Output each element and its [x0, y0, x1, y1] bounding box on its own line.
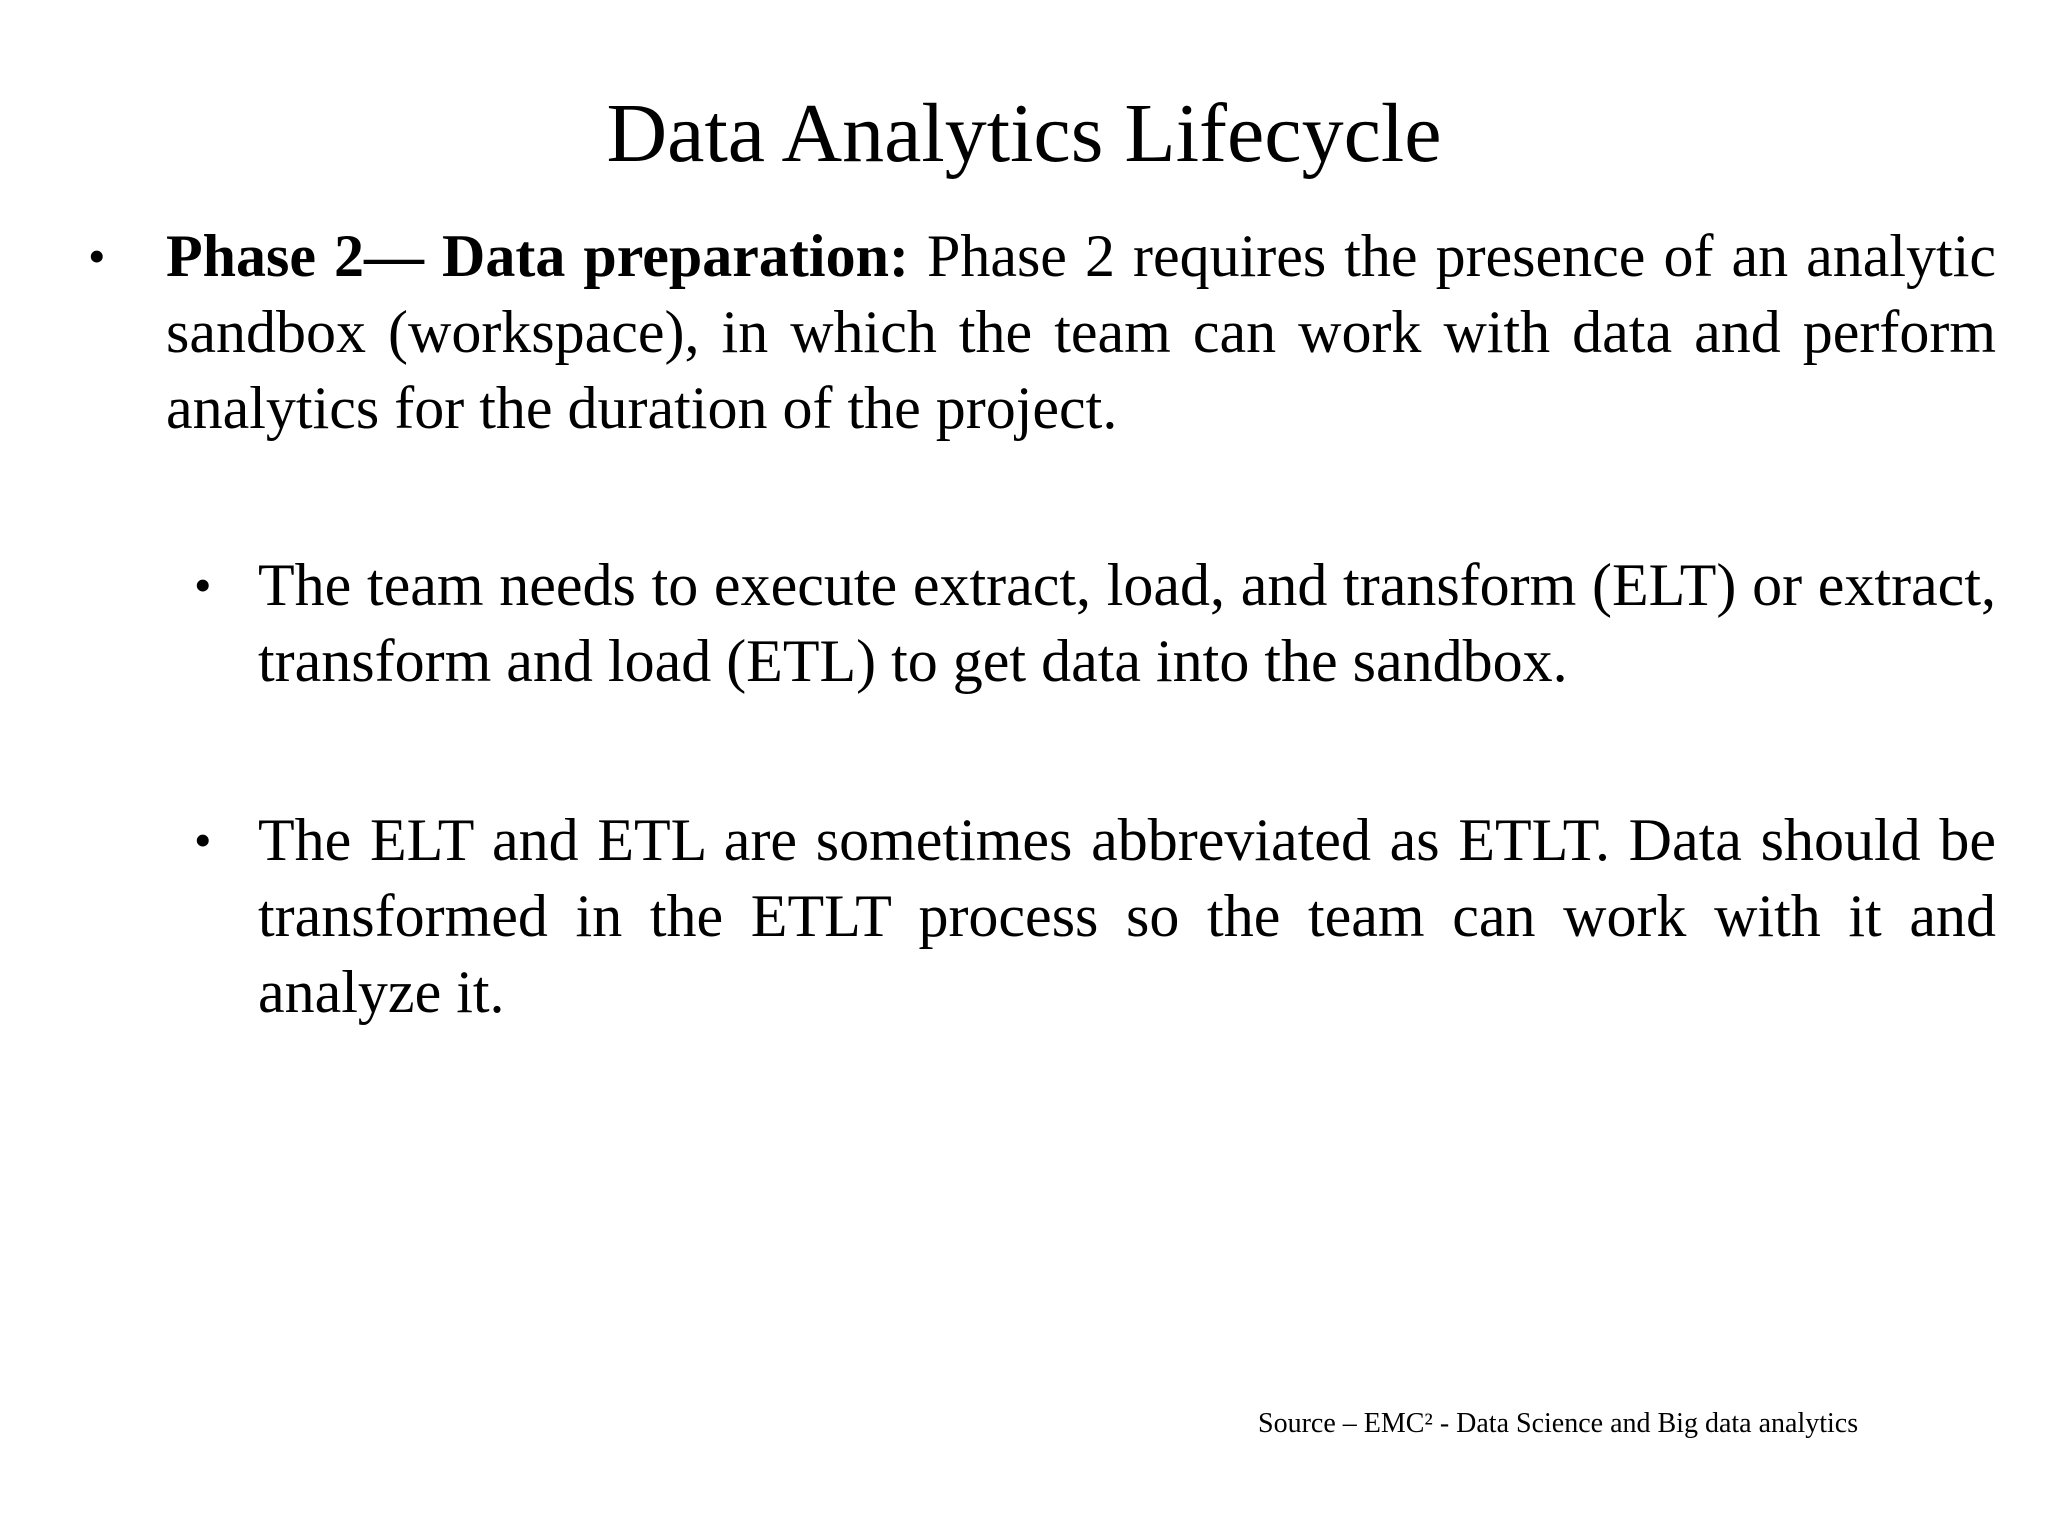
source-citation: Source – EMC² - Data Science and Big data analytics [1258, 1408, 1859, 1439]
bullet-body-text: The team needs to execute extract, load, and transform (ELT) or extract, transform and load (ETL) to get data into the sandbox. [258, 552, 1996, 694]
bullet-marker: • [194, 557, 212, 613]
slide-title: Data Analytics Lifecycle [606, 87, 1442, 180]
bullet-lead-text: Phase 2— Data preparation: [166, 223, 909, 289]
bullet-body-text: Phase 2 requires the presence of an analytic sandbox (workspace), in which the team can work with data and perform analytics for the duration of the project. [166, 223, 1997, 441]
bullet-marker: • [88, 228, 106, 284]
sub-bullet-elt-etl [194, 547, 1996, 699]
bullet-marker: • [194, 812, 212, 868]
bullet-phase-2 [88, 218, 1997, 446]
bullet-body-text: The ELT and ETL are sometimes abbreviated as ETLT. Data should be transformed in the ETLT process so the team can work with it and analyze it. [258, 807, 1996, 1025]
sub-bullet-etlt [194, 802, 1996, 1030]
